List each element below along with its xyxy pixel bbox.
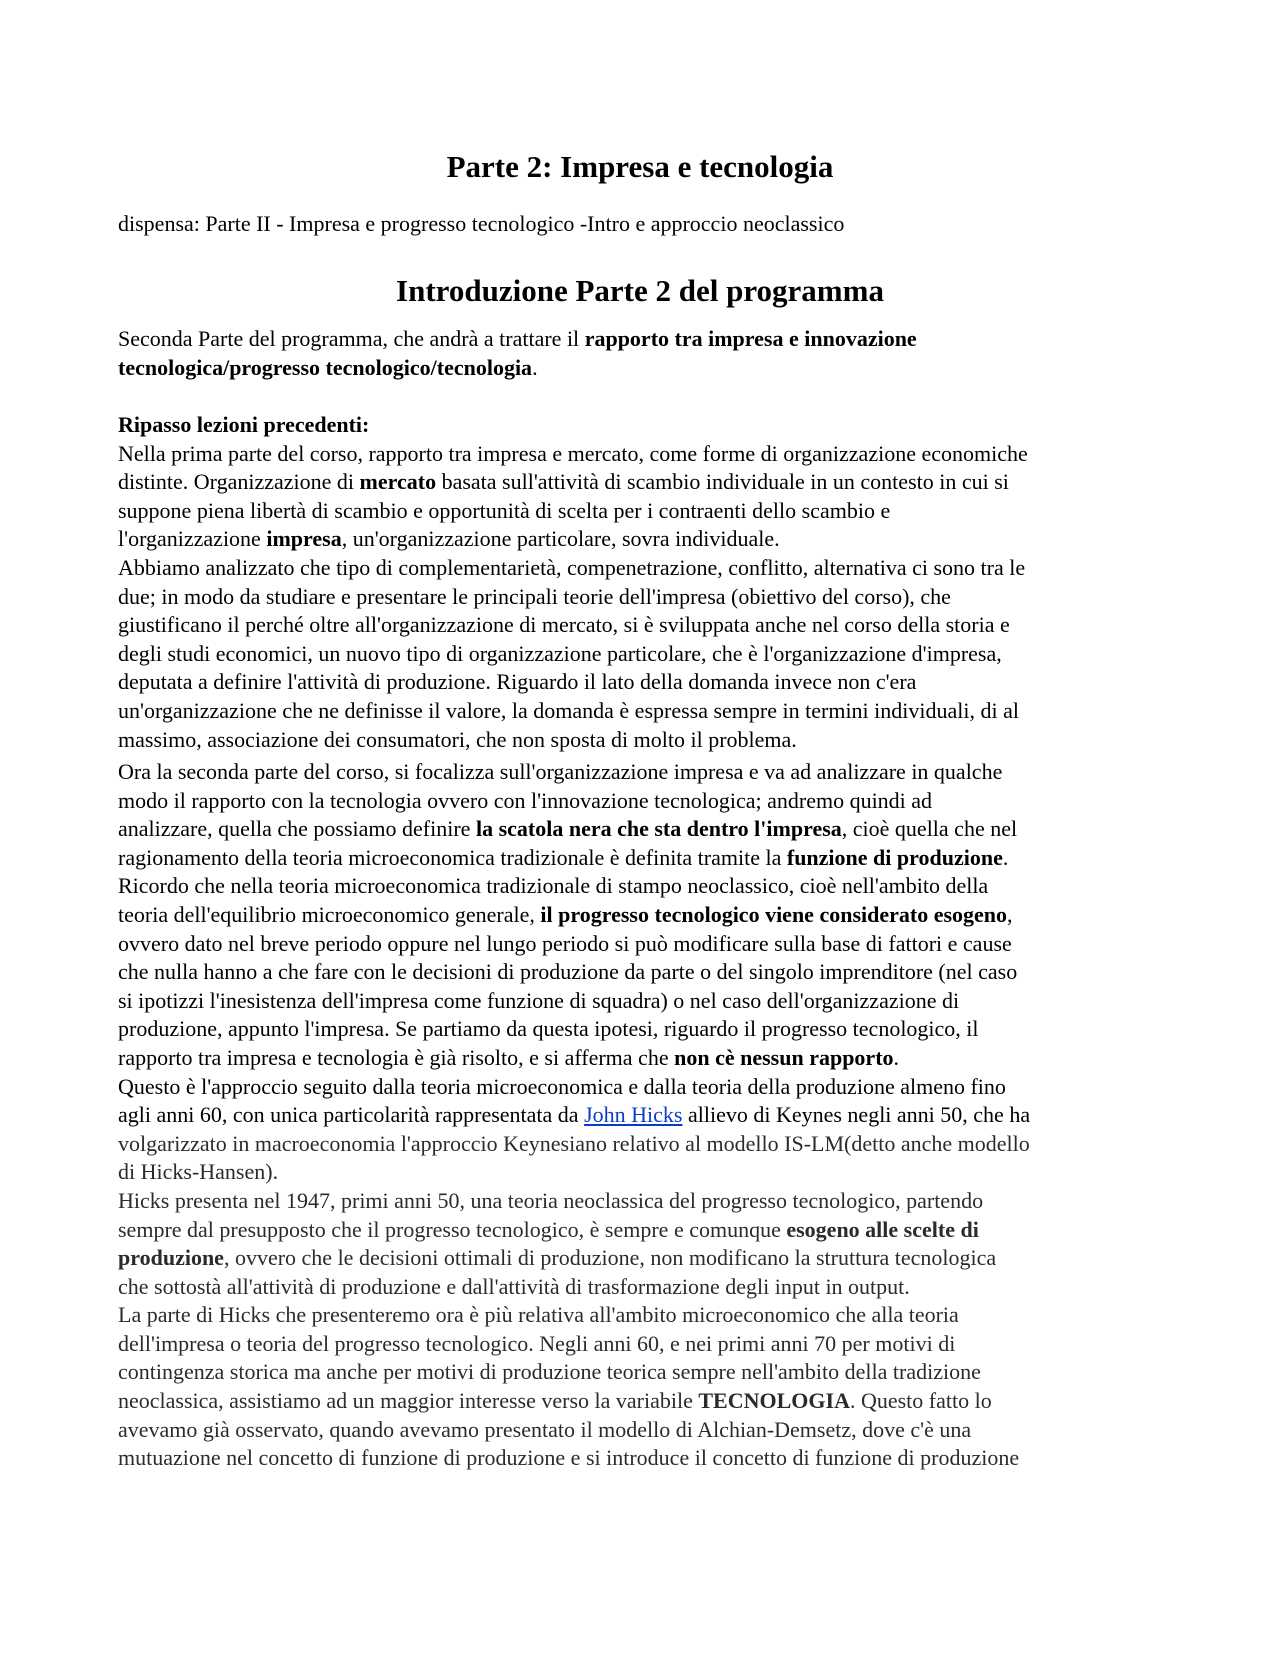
paragraph-line: mutuazione nel concetto di funzione di produzione e si introduce il concetto di funzione di produzione (118, 1445, 1020, 1471)
paragraph-line: dell'impresa o teoria del progresso tecnologico. Negli anni 60, e nei primi anni 70 per motivi di (118, 1330, 956, 1356)
paragraph-text: agli anni 60, con unica particolarità rappresentata da (118, 1102, 585, 1128)
paragraph-text: ragionamento della teoria microeconomica tradizionale è definita tramite la (118, 844, 787, 870)
paragraph-text: sempre dal presupposto che il progresso tecnologico, è sempre e comunque (118, 1216, 787, 1242)
paragraph-line: deputata a definire l'attività di produzione. Riguardo il lato della domanda invece non c'era (118, 669, 917, 695)
paragraph-text: , (1007, 901, 1013, 927)
dispensa-text: dispensa: Parte II - Impresa e progresso tecnologico -Intro e approccio neoclassico (118, 211, 845, 236)
intro-paragraph (118, 325, 1168, 382)
paragraph-line: Hicks presenta nel 1947, primi anni 50, una teoria neoclassica del progresso tecnologico, partendo (118, 1187, 984, 1213)
paragraph-line: produzione, appunto l'impresa. Se partiamo da questa ipotesi, riguardo il progresso tecnologico, il (118, 1016, 979, 1042)
ripasso-heading: Ripasso lezioni precedenti: (118, 412, 370, 437)
paragraph-line: si ipotizzi l'inesistenza dell'impresa come funzione di squadra) o nel caso dell'organizzazione di (118, 987, 960, 1013)
ripasso-paragraph (118, 411, 1168, 754)
paragraph-line: Questo è l'approccio seguito dalla teoria microeconomica e dalla teoria della produzione almeno fino (118, 1073, 1006, 1099)
paragraph-line: avevamo già osservato, quando avevamo presentato il modello di Alchian-Demsetz, dove c'è una (118, 1416, 972, 1442)
paragraph-line: che nulla hanno a che fare con le decisioni di produzione da parte o del singolo imprenditore (nel caso (118, 959, 1018, 985)
paragraph-line: che sottostà all'attività di produzione e dall'attività di trasformazione degli input in output. (118, 1273, 910, 1299)
paragraph-line: giustificano il perché oltre all'organizzazione di mercato, si è sviluppata anche nel corso della storia e (118, 612, 1010, 638)
section-title: Introduzione Parte 2 del programma (396, 273, 884, 308)
paragraph-line: Abbiamo analizzato che tipo di complementarietà, compenetrazione, conflitto, alternativa ci sono tra le (118, 554, 1026, 580)
bold-term: non cè nessun rapporto (674, 1044, 894, 1070)
paragraph-line: Ora la seconda parte del corso, si focalizza sull'organizzazione impresa e va ad analizzare in qualche (118, 759, 1003, 784)
bold-term: funzione di produzione (786, 844, 1003, 870)
intro-bold: tecnologica/progresso tecnologico/tecnologia (118, 354, 533, 380)
paragraph-text: , cioè quella che nel (841, 816, 1018, 842)
paragraph-text: l'organizzazione (118, 526, 267, 552)
paragraph-line: degli studi economici, un nuovo tipo di organizzazione particolare, che è l'organizzazione d'impresa, (118, 640, 1002, 666)
paragraph-text: basata sull'attività di scambio individuale in un contesto in cui si (436, 469, 1009, 495)
paragraph-line: La parte di Hicks che presenteremo ora è più relativa all'ambito microeconomico che alla teoria (118, 1302, 959, 1328)
paragraph-line: di Hicks-Hansen). (118, 1159, 279, 1185)
paragraph-text: distinte. Organizzazione di (118, 469, 360, 495)
paragraph-line: massimo, associazione dei consumatori, che non sposta di molto il problema. (118, 726, 797, 752)
bold-term: produzione (118, 1245, 224, 1271)
john-hicks-link[interactable]: John Hicks (584, 1102, 683, 1128)
paragraph-line: Nella prima parte del corso, rapporto tra impresa e mercato, come forme di organizzazione economiche (118, 440, 1028, 466)
intro-text: Seconda Parte del programma, che andrà a trattare il (118, 326, 585, 351)
page-title: Parte 2: Impresa e tecnologia (446, 149, 834, 184)
bold-term: la scatola nera che sta dentro l'impresa (475, 816, 842, 842)
paragraph-text: . Questo fatto lo (849, 1388, 992, 1414)
paragraph-text: , ovvero che le decisioni ottimali di produzione, non modificano la struttura tecnologica (223, 1245, 997, 1271)
bold-term: esogeno alle scelte di (786, 1216, 979, 1242)
paragraph-text: . (893, 1044, 900, 1070)
bold-term: il progresso tecnologico viene considerato esogeno (540, 901, 1008, 927)
bold-term-mercato: mercato (359, 469, 437, 495)
paragraph-line: modo il rapporto con la tecnologia ovvero con l'innovazione tecnologica; andremo quindi ad (118, 787, 933, 813)
paragraph-text: allievo di Keynes negli anni 50, che ha (682, 1102, 1031, 1128)
paragraph-text: analizzare, quella che possiamo definire (118, 816, 476, 842)
paragraph-text: rapporto tra impresa e tecnologia è già risolto, e si afferma che (118, 1044, 675, 1070)
paragraph-line: un'organizzazione che ne definisse il valore, la domanda è espressa sempre in termini individuali, di al (118, 697, 1019, 723)
bold-term-tecnologia: TECNOLOGIA (698, 1388, 850, 1414)
paragraph-line: suppone piena libertà di scambio e opportunità di scelta per i contraenti dello scambio e (118, 497, 891, 523)
seconda-parte-paragraph (118, 758, 1168, 1473)
paragraph-text: teoria dell'equilibrio microeconomico generale, (118, 901, 541, 927)
bold-term-impresa: impresa (266, 526, 342, 552)
paragraph-line: contingenza storica ma anche per motivi di produzione teorica sempre nell'ambito della tradizione (118, 1359, 981, 1385)
paragraph-line: volgarizzato in macroeconomia l'approccio Keynesiano relativo al modello IS-LM(detto anche modello (118, 1130, 1030, 1156)
paragraph-line: Ricordo che nella teoria microeconomica tradizionale di stampo neoclassico, cioè nell'ambito della (118, 873, 989, 899)
paragraph-text: . (1002, 844, 1009, 870)
dispensa-line (118, 210, 1168, 239)
paragraph-line: ovvero dato nel breve periodo oppure nel lungo periodo si può modificare sulla base di fattori e cause (118, 930, 1012, 956)
paragraph-line: due; in modo da studiare e presentare le principali teorie dell'impresa (obiettivo del corso), che (118, 583, 951, 609)
paragraph-text: , un'organizzazione particolare, sovra individuale. (341, 526, 780, 552)
paragraph-text: neoclassica, assistiamo ad un maggior interesse verso la variabile (118, 1388, 699, 1414)
intro-text: . (532, 354, 538, 380)
intro-bold: rapporto tra impresa e innovazione (584, 326, 917, 351)
